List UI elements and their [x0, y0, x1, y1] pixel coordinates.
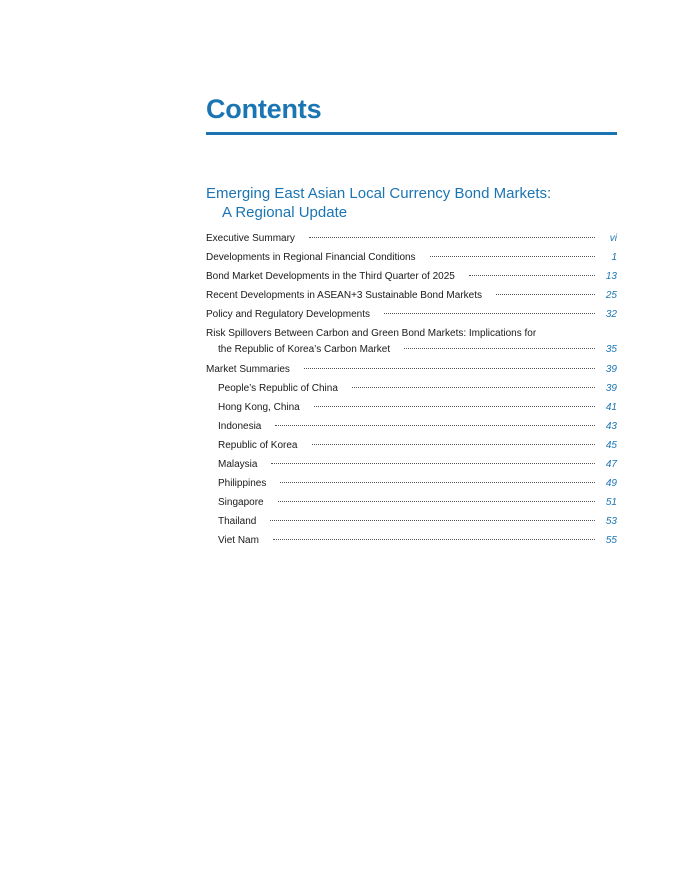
toc-entry-label: Policy and Regulatory Developments: [206, 309, 370, 320]
dot-leader: [430, 256, 595, 257]
toc-entry-label: Viet Nam: [218, 535, 259, 546]
dot-leader: [309, 237, 595, 238]
dot-leader: [384, 313, 595, 314]
toc-entry-page: 55: [605, 535, 617, 546]
toc-entry-indonesia[interactable]: [206, 417, 617, 436]
dot-leader: [314, 406, 595, 407]
dot-leader: [271, 463, 595, 464]
toc-entry-label: Recent Developments in ASEAN+3 Sustainable Bond Markets: [206, 290, 482, 301]
dot-leader: [404, 348, 595, 349]
toc-entry-singapore[interactable]: [206, 493, 617, 512]
dot-leader: [312, 444, 596, 445]
dot-leader: [352, 387, 595, 388]
toc-entry-label: Republic of Korea: [218, 440, 298, 451]
toc-entry-page: 1: [611, 252, 617, 263]
section-heading-line2: A Regional Update: [222, 204, 348, 221]
page-title: Contents: [206, 94, 322, 124]
toc-entry-label: Philippines: [218, 478, 267, 489]
toc-entry-page: 49: [605, 478, 617, 489]
toc-entry-page: 25: [605, 290, 617, 301]
toc-entry-label: Malaysia: [218, 459, 258, 470]
dot-leader: [278, 501, 595, 502]
toc-entry-label: Hong Kong, China: [218, 402, 300, 413]
toc-entry-label: Developments in Regional Financial Conditions: [206, 252, 416, 263]
toc-entry-page: 53: [605, 516, 617, 527]
toc-entry-label: Market Summaries: [206, 364, 290, 375]
table-of-contents: [206, 229, 617, 550]
dot-leader: [275, 425, 595, 426]
toc-entry-korea[interactable]: [206, 436, 617, 455]
toc-entry-thailand[interactable]: [206, 512, 617, 531]
toc-entry-page: 35: [605, 344, 617, 355]
toc-entry-page: 45: [605, 440, 617, 451]
section-heading: [206, 184, 617, 222]
toc-entry-label: Executive Summary: [206, 233, 295, 244]
toc-entry-label: Thailand: [218, 516, 257, 527]
dot-leader: [280, 482, 595, 483]
dot-leader: [270, 520, 595, 521]
toc-entry-page: 32: [605, 309, 617, 320]
section-heading-line1: Emerging East Asian Local Currency Bond Markets:: [206, 185, 552, 202]
toc-entry-market-summaries[interactable]: [206, 360, 617, 379]
toc-entry-page: vi: [609, 233, 617, 244]
toc-entry-label: Indonesia: [218, 421, 262, 432]
toc-entry-label: Bond Market Developments in the Third Quarter of 2025: [206, 271, 455, 282]
toc-entry-hong-kong[interactable]: [206, 398, 617, 417]
toc-entry-page: 39: [605, 364, 617, 375]
toc-entry-page: 41: [605, 402, 617, 413]
toc-entry-philippines[interactable]: [206, 474, 617, 493]
title-rule: [206, 132, 617, 135]
toc-entry-page: 47: [605, 459, 617, 470]
toc-entry-policy-regulatory[interactable]: [206, 305, 617, 324]
toc-entry-page: 43: [605, 421, 617, 432]
dot-leader: [304, 368, 595, 369]
dot-leader: [273, 539, 595, 540]
toc-entry-page: 51: [605, 497, 617, 508]
dot-leader: [496, 294, 595, 295]
toc-entry-label: Singapore: [218, 497, 264, 508]
toc-entry-prc[interactable]: [206, 379, 617, 398]
dot-leader: [469, 275, 595, 276]
toc-entry-executive-summary[interactable]: [206, 229, 617, 248]
toc-entry-sustainable-bond-markets[interactable]: [206, 286, 617, 305]
toc-entry-page: 13: [605, 271, 617, 282]
toc-entry-malaysia[interactable]: [206, 455, 617, 474]
toc-entry-bond-market-developments[interactable]: [206, 267, 617, 286]
toc-entry-regional-financial-conditions[interactable]: [206, 248, 617, 267]
toc-entry-risk-spillovers[interactable]: [206, 326, 617, 359]
toc-entry-viet-nam[interactable]: [206, 531, 617, 550]
toc-entry-page: 39: [605, 383, 617, 394]
toc-entry-label-line2: the Republic of Korea’s Carbon Market: [218, 344, 391, 355]
toc-entry-label-line1: Risk Spillovers Between Carbon and Green Bond Markets: Implications for: [206, 328, 537, 339]
toc-entry-label: People’s Republic of China: [218, 383, 338, 394]
